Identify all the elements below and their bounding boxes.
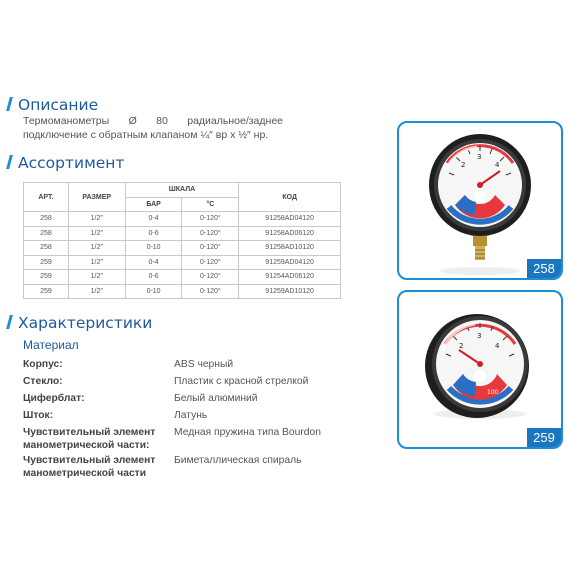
product-badge-259: 259 <box>527 428 561 447</box>
cell-art: 258 <box>24 241 69 256</box>
svg-text:2: 2 <box>459 342 464 350</box>
spec-label-line: манометрической части: <box>23 440 150 451</box>
spec-value-sensor-2: Биметаллическая спираль <box>174 455 302 466</box>
cell-art: 259 <box>24 255 69 270</box>
section-marker-icon <box>6 97 13 111</box>
spec-value-dial: Белый алюминий <box>174 393 258 404</box>
product-badge-258: 258 <box>527 259 561 278</box>
spec-label-sensor-2 <box>23 454 168 480</box>
cell-size: 1/2″ <box>68 255 125 270</box>
svg-text:2: 2 <box>461 161 466 169</box>
assortment-table <box>23 182 341 299</box>
characteristics-title: Характеристики <box>18 314 153 332</box>
svg-text:4: 4 <box>495 161 500 169</box>
col-header-art: АРТ. <box>24 183 69 212</box>
table-row <box>24 241 341 256</box>
table-row <box>24 270 341 285</box>
spec-label-line: Чувствительный элемент <box>23 455 156 466</box>
cell-code: 91259AD04120 <box>239 255 341 270</box>
cell-size: 1/2″ <box>68 241 125 256</box>
table-header-row <box>24 183 341 198</box>
spec-label-glass: Стекло: <box>23 376 63 387</box>
description-heading <box>8 96 98 114</box>
product-card-259 <box>397 290 563 449</box>
spec-label-stem: Шток: <box>23 410 54 421</box>
back-connection-thermomanometer-image <box>399 292 561 447</box>
description-text: Термоманометры Ø 80 радиальное/заднее подключение с обратным клапаном ¼″ вр х ½″ нр. <box>23 115 283 141</box>
cell-temp: 0-120° <box>182 241 239 256</box>
cell-code: 91259AD10120 <box>239 284 341 299</box>
spec-value-sensor-1: Медная пружина типа Bourdon <box>174 427 321 438</box>
cell-temp: 0-120° <box>182 226 239 241</box>
cell-art: 259 <box>24 270 69 285</box>
section-marker-icon <box>6 315 13 329</box>
cell-bar: 0-6 <box>125 270 182 285</box>
col-header-bar: БАР <box>125 197 182 212</box>
cell-bar: 0-10 <box>125 284 182 299</box>
radial-thermomanometer-image <box>399 123 561 278</box>
section-marker-icon <box>6 155 13 169</box>
cell-bar: 0-4 <box>125 212 182 227</box>
table-row <box>24 226 341 241</box>
cell-art: 258 <box>24 226 69 241</box>
cell-temp: 0-120° <box>182 255 239 270</box>
spec-label-dial: Циферблат: <box>23 393 85 404</box>
cell-code: 91258AD04120 <box>239 212 341 227</box>
table-row <box>24 255 341 270</box>
product-card-258 <box>397 121 563 280</box>
cell-temp: 0-120° <box>182 284 239 299</box>
spec-value-stem: Латунь <box>174 410 208 421</box>
svg-text:100: 100 <box>487 389 499 396</box>
cell-temp: 0-120° <box>182 270 239 285</box>
cell-size: 1/2″ <box>68 226 125 241</box>
spec-label-sensor-1 <box>23 426 168 452</box>
table-row <box>24 284 341 299</box>
cell-bar: 0-6 <box>125 226 182 241</box>
cell-bar: 0-4 <box>125 255 182 270</box>
material-subtitle: Материал <box>23 338 79 352</box>
col-header-celsius: °С <box>182 197 239 212</box>
description-title: Описание <box>18 96 99 114</box>
svg-text:3: 3 <box>477 332 482 340</box>
spec-label-line: Чувствительный элемент <box>23 427 156 438</box>
cell-art: 259 <box>24 284 69 299</box>
spec-label-body: Корпус: <box>23 359 63 370</box>
cell-code: 91254AD06120 <box>239 270 341 285</box>
cell-art: 258 <box>24 212 69 227</box>
cell-code: 91258AD06120 <box>239 226 341 241</box>
col-header-size: РАЗМЕР <box>68 183 125 212</box>
svg-text:3: 3 <box>477 153 482 161</box>
col-header-code: КОД <box>239 183 341 212</box>
assortment-heading <box>8 154 124 172</box>
cell-size: 1/2″ <box>68 270 125 285</box>
cell-size: 1/2″ <box>68 284 125 299</box>
spec-value-glass: Пластик с красной стрелкой <box>174 376 309 387</box>
cell-temp: 0-120° <box>182 212 239 227</box>
col-header-scale: ШКАЛА <box>125 183 239 198</box>
svg-text:4: 4 <box>495 342 500 350</box>
spec-label-line: манометрической части <box>23 468 147 479</box>
spec-value-body: ABS черный <box>174 359 234 370</box>
characteristics-heading <box>8 314 152 332</box>
cell-code: 91258AD10120 <box>239 241 341 256</box>
cell-size: 1/2″ <box>68 212 125 227</box>
cell-bar: 0-10 <box>125 241 182 256</box>
assortment-title: Ассортимент <box>18 154 125 172</box>
table-row <box>24 212 341 227</box>
